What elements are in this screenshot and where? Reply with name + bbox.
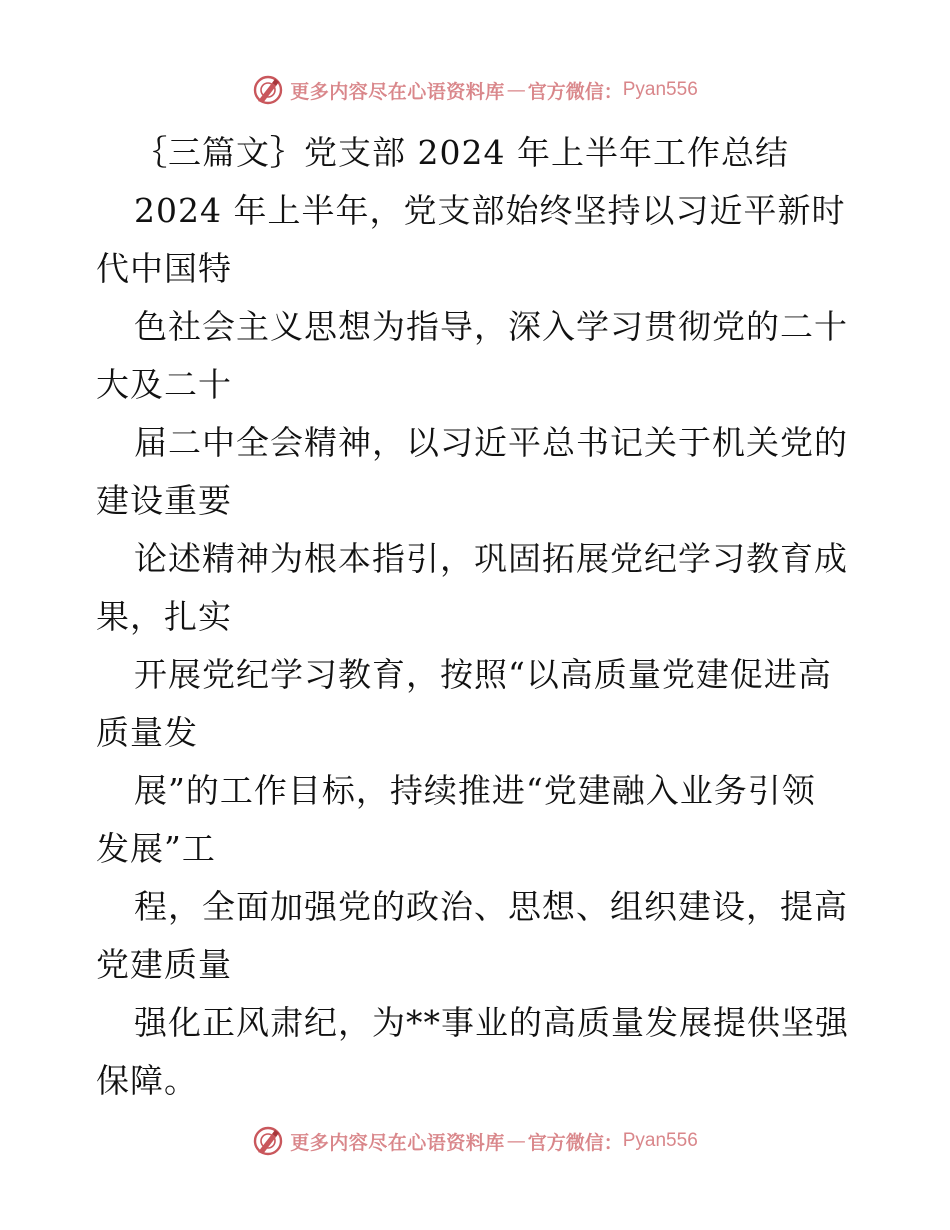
paragraph-line: 大及二十	[96, 365, 232, 404]
watermark-banner-top	[0, 72, 950, 108]
document-title: ｛三篇文｝党支部 2024 年上半年工作总结	[134, 133, 789, 172]
watermark-text: 更多内容尽在心语资料库	[290, 80, 505, 103]
document-body	[96, 124, 856, 1110]
pen-logo-icon	[252, 74, 284, 106]
paragraph-line: 质量发	[96, 713, 198, 752]
paragraph-line: 代中国特	[96, 249, 232, 288]
paragraph-line: 程，全面加强党的政治、思想、组织建设，提高	[134, 887, 848, 926]
paragraph-line: 论述精神为根本指引，巩固拓展党纪学习教育成	[134, 539, 848, 578]
watermark-dash: —	[506, 1130, 526, 1152]
paragraph-line: 党建质量	[96, 945, 232, 984]
watermark-contact-label: 官方微信：	[527, 80, 623, 103]
paragraph-line: 强化正风肃纪，为**事业的高质量发展提供坚强	[134, 1003, 849, 1042]
pen-logo-icon	[252, 1125, 284, 1157]
paragraph-line: 开展党纪学习教育，按照“以高质量党建促进高	[134, 655, 832, 694]
paragraph-line: 发展”工	[96, 829, 216, 868]
paragraph-line: 建设重要	[96, 481, 232, 520]
watermark-contact-id: Pyan556	[622, 79, 698, 100]
watermark-contact-label: 官方微信：	[527, 1131, 623, 1154]
paragraph-line: 果，扎实	[96, 597, 232, 636]
paragraph-line: 届二中全会精神，以习近平总书记关于机关党的	[134, 423, 848, 462]
paragraph-line: 保障。	[96, 1061, 198, 1100]
paragraph-line: 2024 年上半年，党支部始终坚持以习近平新时	[134, 191, 846, 230]
paragraph-line: 展”的工作目标，持续推进“党建融入业务引领	[134, 771, 816, 810]
watermark-text: 更多内容尽在心语资料库	[290, 1131, 505, 1154]
watermark-dash: —	[506, 79, 526, 101]
watermark-contact-id: Pyan556	[622, 1130, 698, 1151]
watermark-banner-bottom	[0, 1123, 950, 1159]
paragraph-line: 色社会主义思想为指导，深入学习贯彻党的二十	[134, 307, 848, 346]
